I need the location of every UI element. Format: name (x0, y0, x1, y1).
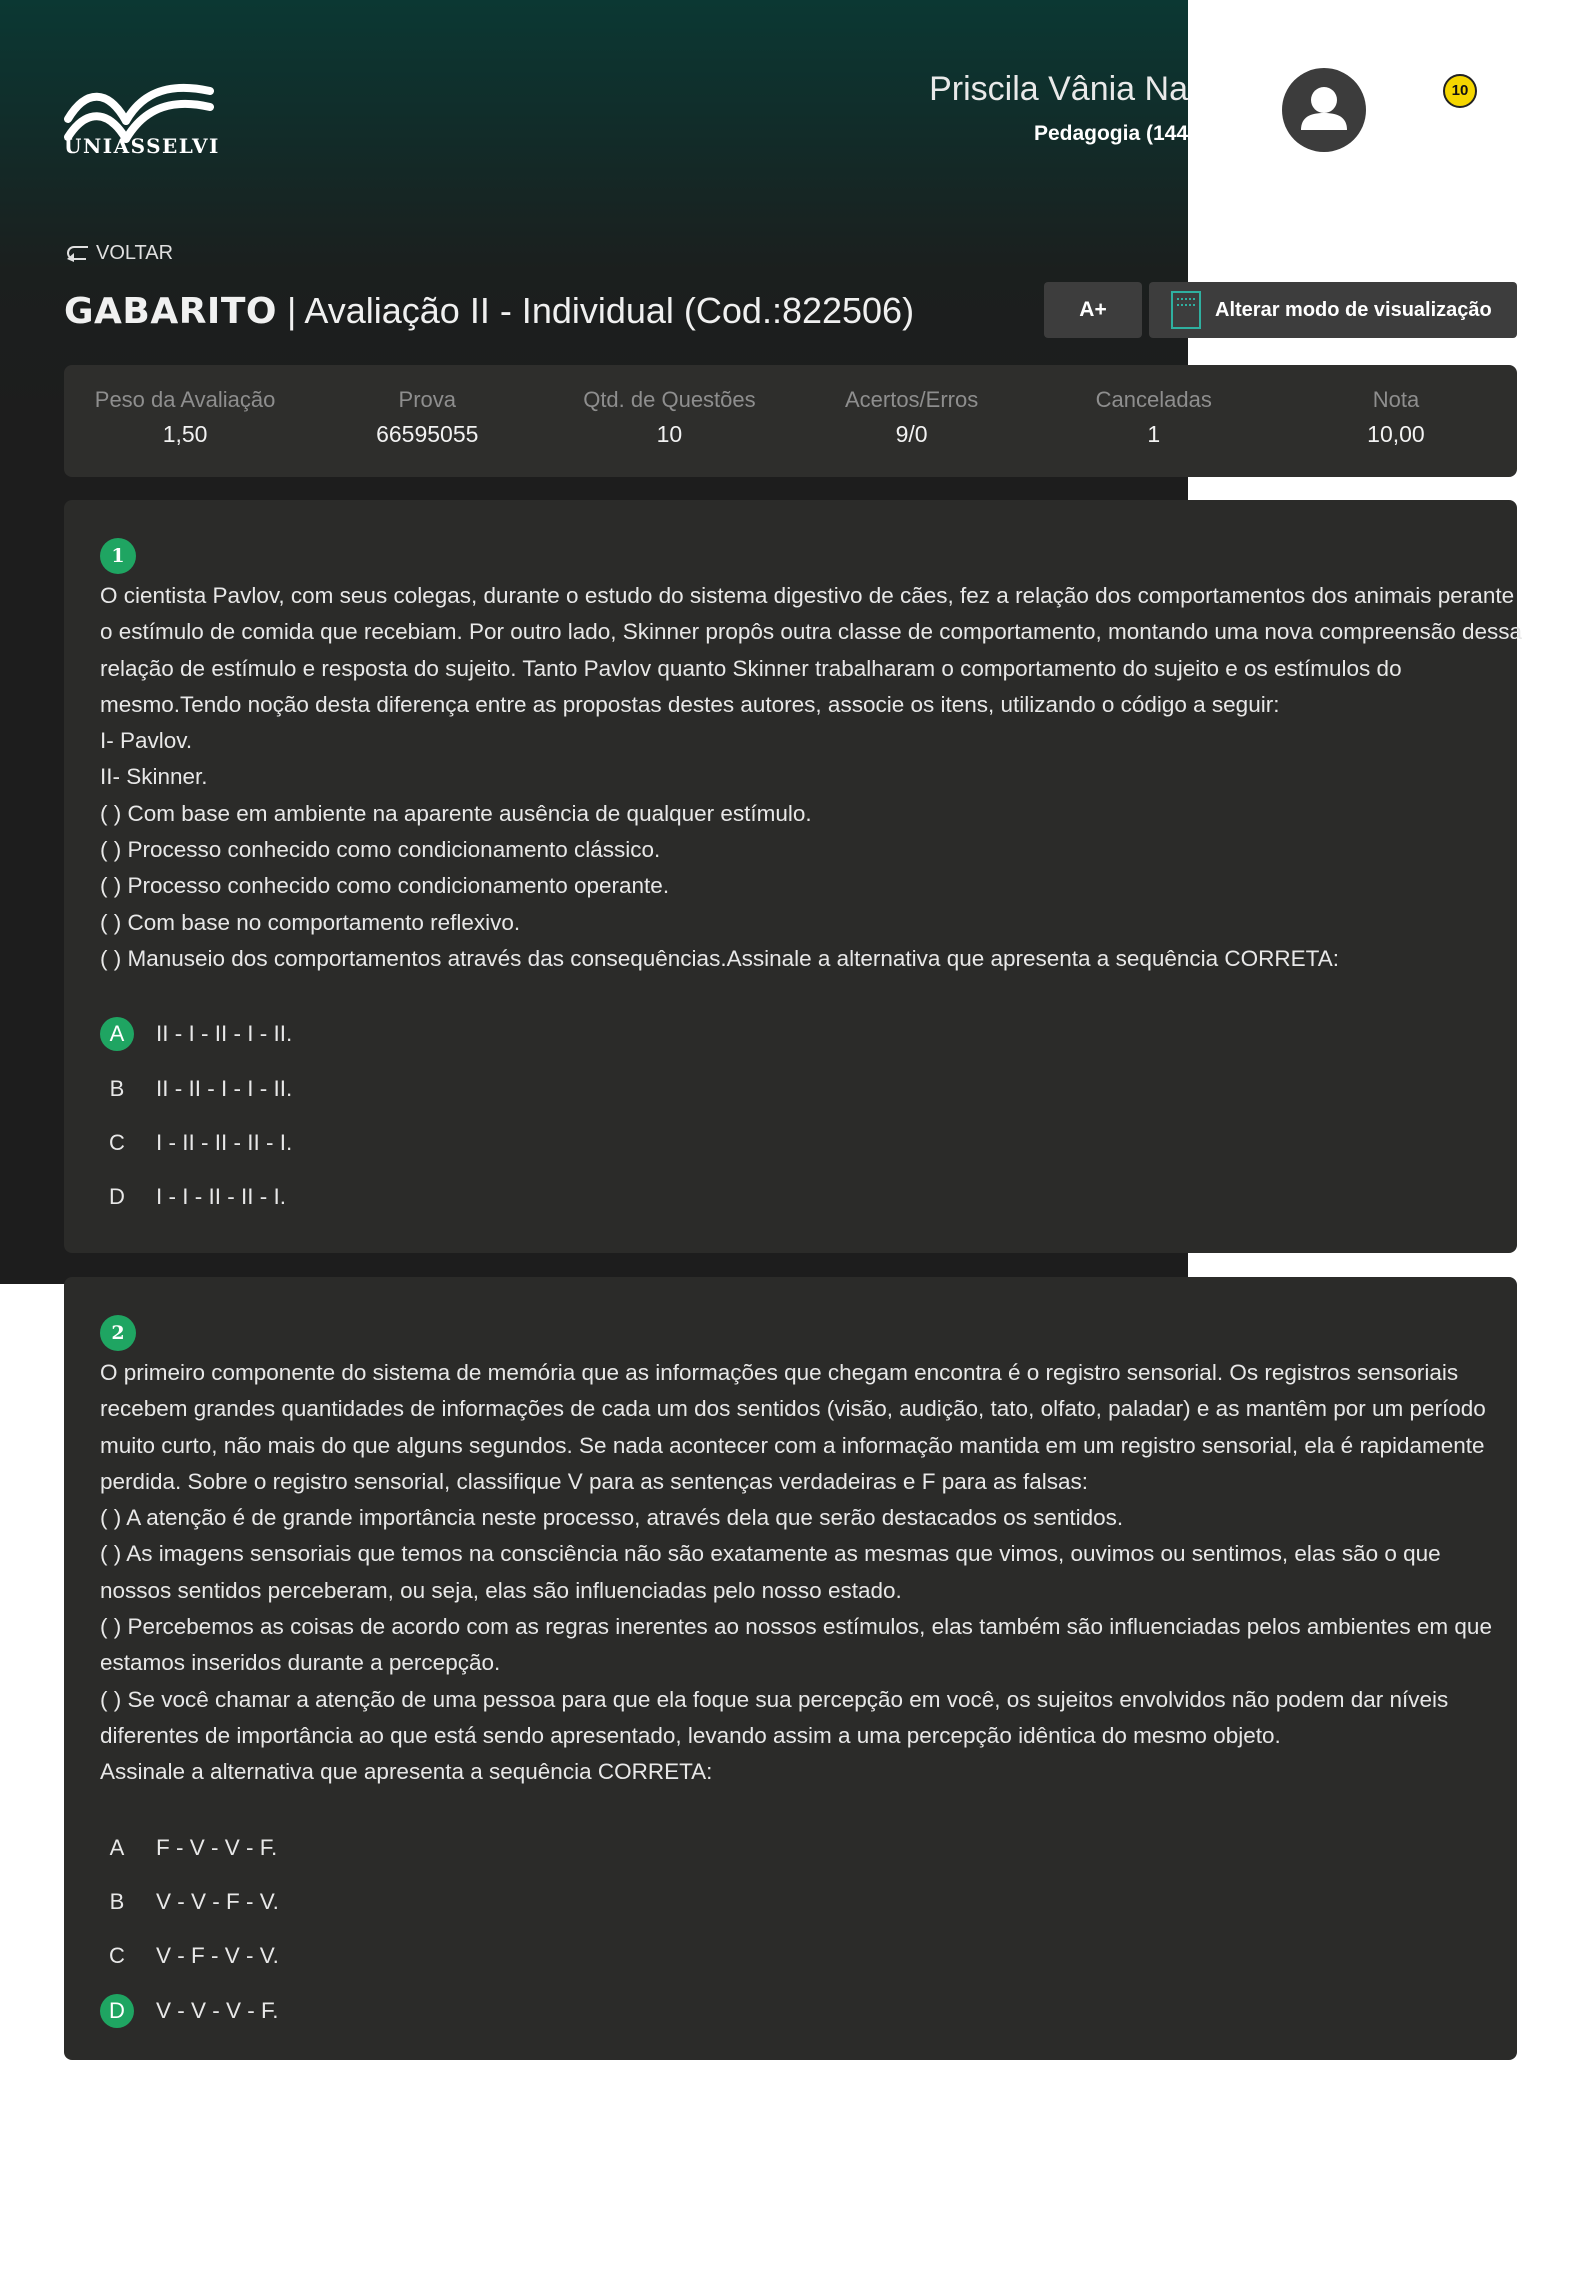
option-text: I - I - II - II - I. (156, 1184, 286, 1210)
question-text (100, 1355, 1492, 1791)
question-line: ( ) Com base em ambiente na aparente ausência de qualquer estímulo. (100, 800, 812, 826)
options-list (100, 1007, 1481, 1224)
stat-cancelled (1033, 365, 1275, 477)
stat-label: Peso da Avaliação (94, 387, 276, 412)
option-letter: D (109, 1184, 125, 1210)
option-c[interactable] (100, 1929, 1481, 1983)
change-view-label: Alterar modo de visualização (1215, 298, 1492, 321)
user-silhouette-icon (1282, 68, 1366, 152)
question-line: II- Skinner. (100, 764, 208, 790)
option-d[interactable] (100, 1170, 1481, 1224)
question-card-2 (64, 1277, 1517, 2060)
question-card-1 (64, 500, 1523, 1253)
stat-question-count (548, 365, 790, 477)
question-line: estamos inseridos durante a percepção. (100, 1650, 501, 1676)
question-line: ( ) Manuseio dos comportamentos através das consequências.Assinale a alternativa que apresenta a sequência CORRETA: (100, 945, 1339, 971)
stat-value: 9/0 (895, 421, 928, 447)
options-list (100, 1821, 1481, 2038)
question-line: O primeiro componente do sistema de memória que as informações que chegam encontra é o registro sensorial. Os registros sensoriais (100, 1360, 1459, 1385)
change-view-button[interactable] (1149, 282, 1517, 338)
stat-value: 66595055 (376, 421, 479, 447)
option-b[interactable] (100, 1062, 1481, 1116)
question-number: 1 (100, 538, 136, 574)
question-line: ( ) Processo conhecido como condicionamento clássico. (100, 837, 661, 863)
increase-font-button[interactable]: A+ (1044, 282, 1142, 338)
title-bold: GABARITO (64, 291, 277, 332)
stat-label: Qtd. de Questões (583, 387, 756, 412)
question-text (100, 578, 1523, 977)
option-letter-correct: D (100, 1994, 134, 2028)
option-letter: B (109, 1889, 125, 1914)
question-line: ( ) Se você chamar a atenção de uma pessoa para que ela foque sua percepção em você, os sujeitos envolvidos não podem dar níveis (100, 1686, 1449, 1712)
back-label: VOLTAR (96, 242, 174, 264)
option-text: V - V - F - V. (156, 1889, 279, 1914)
question-line: recebem grandes quantidades de informações de cada um dos sentidos (visão, audição, tato, olfato, paladar) e as mantêm por um período (100, 1396, 1486, 1422)
stat-value: 10,00 (1367, 421, 1425, 447)
option-text: II - I - II - I - II. (156, 1021, 293, 1047)
question-line: ( ) Processo conhecido como condicionamento operante. (100, 873, 670, 899)
option-text: V - F - V - V. (156, 1943, 279, 1969)
stat-label: Canceladas (1095, 387, 1212, 412)
stat-grade (1275, 365, 1517, 477)
option-text: I - II - II - II - I. (156, 1130, 293, 1155)
stat-value: 10 (656, 421, 683, 447)
stat-label: Prova (398, 387, 456, 412)
option-letter: C (109, 1943, 125, 1969)
option-letter-correct: A (100, 1017, 134, 1051)
question-line: diferentes de importância ao que está sendo apresentado, levando assim a uma percepção idêntica do mesmo objeto. (100, 1722, 1281, 1748)
page-title (64, 290, 914, 332)
document-icon (1171, 291, 1201, 329)
stat-value: 1 (1147, 421, 1161, 447)
question-line: nossos sentidos perceberam, ou seja, elas são influenciadas pelo nosso estado. (100, 1577, 902, 1603)
stat-exam (306, 365, 548, 477)
question-line: ( ) Com base no comportamento reflexivo. (100, 909, 521, 935)
stat-value: 1,50 (162, 421, 208, 447)
option-text: V - V - V - F. (156, 1997, 279, 2023)
question-line: ( ) Percebemos as coisas de acordo com as regras inerentes ao nossos estímulos, elas também são influenciadas pelos ambientes em que (100, 1614, 1492, 1640)
question-line: ( ) As imagens sensoriais que temos na consciência não são exatamente as mesmas que vimos, ouvimos ou sentimos, elas são o que (100, 1541, 1441, 1567)
option-a[interactable] (100, 1821, 1481, 1875)
option-c[interactable] (100, 1116, 1481, 1170)
option-d[interactable] (100, 1983, 1481, 2037)
stats-bar (64, 365, 1517, 477)
return-arrow-icon (64, 245, 92, 263)
question-line: perdida. Sobre o registro sensorial, classifique V para as sentenças verdadeiras e F para as falsas: (100, 1468, 1089, 1494)
stat-hits-errors (791, 365, 1033, 477)
avatar[interactable] (1282, 68, 1366, 152)
question-line: O cientista Pavlov, com seus colegas, durante o estudo do sistema digestivo de cães, fez a relação dos comportamentos dos animais perante (100, 583, 1515, 608)
question-line: relação de estímulo e resposta do sujeito. Tanto Pavlov quanto Skinner trabalharam o comportamento do sujeito e os estímulos do (100, 655, 1402, 681)
notification-badge[interactable]: 10 (1443, 74, 1477, 108)
question-line: I- Pavlov. (100, 728, 193, 754)
title-rest: | Avaliação II - Individual (Cod.:822506) (277, 290, 915, 331)
option-a[interactable] (100, 1007, 1481, 1061)
option-letter: A (109, 1834, 125, 1860)
stat-label: Nota (1372, 387, 1420, 412)
question-line: o estímulo de comida que recebiam. Por outro lado, Skinner propôs outra classe de comportamento, montando uma nova compreensão dessa (100, 619, 1523, 645)
user-name: Priscila Vânia Na (929, 70, 1188, 108)
option-b[interactable] (100, 1875, 1481, 1929)
question-line: Assinale a alternativa que apresenta a sequência CORRETA: (100, 1759, 713, 1785)
user-course: Pedagogia (144 (1033, 122, 1188, 145)
question-line: mesmo.Tendo noção desta diferença entre as propostas destes autores, associe os itens, utilizando o código a seguir: (100, 691, 1280, 717)
stat-label: Acertos/Erros (844, 387, 979, 412)
back-link[interactable] (64, 242, 173, 265)
question-line: muito curto, não mais do que alguns segundos. Se nada acontecer com a informação mantida em um registro sensorial, ela é rapidamente (100, 1432, 1485, 1458)
option-letter: C (109, 1130, 125, 1155)
option-text: II - II - I - I - II. (156, 1075, 293, 1101)
option-text: F - V - V - F. (156, 1834, 278, 1860)
brand-name: UNIASSELVI (64, 134, 220, 158)
option-letter: B (109, 1075, 125, 1101)
stat-weight (64, 365, 306, 477)
question-line: ( ) A atenção é de grande importância neste processo, através dela que serão destacados os sentidos. (100, 1505, 1124, 1531)
question-number: 2 (100, 1315, 136, 1351)
